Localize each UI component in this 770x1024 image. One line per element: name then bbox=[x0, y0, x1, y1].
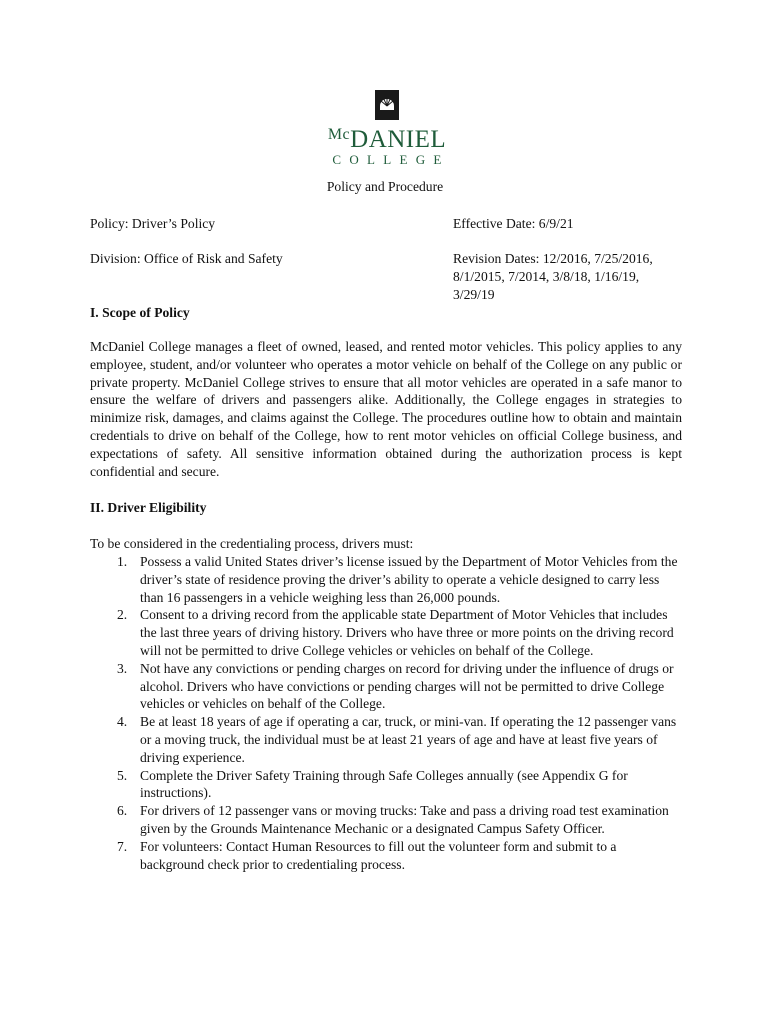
list-item: 1. Possess a valid United States driver’s license issued by the Department of Motor Vehicles from the driver’s state of residence proving the driver’s ability to operate a vehicle designed to carry less than 16 passengers in a vehicle weighing less than 26,000 pounds. bbox=[117, 554, 678, 605]
list-item: 4. Be at least 18 years of age if operating a car, truck, or mini-van. If operating the 12 passenger vans or a moving truck, the individual must be at least 21 years of age and have at least five years of driving experience. bbox=[117, 714, 677, 765]
revision-dates: Revision Dates: 12/2016, 7/25/2016, 8/1/2015, 7/2014, 3/8/18, 1/16/19, 3/29/19 bbox=[453, 251, 653, 302]
list-item: 2. Consent to a driving record from the applicable state Department of Motor Vehicles that includes the last three years of driving history. Drivers who have three or more points on the driving record will not be permitted to drive College vehicles or vehicles on behalf of the College. bbox=[117, 607, 674, 658]
policy-name: Policy: Driver’s Policy bbox=[90, 216, 216, 231]
division: Division: Office of Risk and Safety bbox=[90, 251, 283, 266]
list-item: 6. For drivers of 12 passenger vans or moving trucks: Take and pass a driving road test examination given by the Grounds Maintenance Mechanic or a designated Campus Safety Officer. bbox=[117, 803, 669, 836]
college-logo bbox=[322, 90, 452, 165]
college-name: $^{Mc}$DANIEL bbox=[327, 126, 447, 153]
college-seal-icon bbox=[375, 90, 399, 120]
list-item: 7. For volunteers: Contact Human Resources to fill out the volunteer form and submit to a background check prior to credentialing process. bbox=[117, 838, 617, 872]
list-item: 3. Not have any convictions or pending charges on record for driving under the influence of drugs or alcohol. Drivers who have convictions or pending charges will not be permitted to drive College vehicles or vehicles on behalf of the College. bbox=[117, 660, 674, 712]
eligibility-intro: To be considered in the credentialing process, drivers must: bbox=[90, 536, 414, 551]
list-item: 5. Complete the Driver Safety Training through Safe Colleges annually (see Appendix G for instructions). bbox=[117, 767, 628, 801]
doc-title: Policy and Procedure bbox=[326, 179, 444, 194]
section-heading-eligibility: II. Driver Eligibility bbox=[90, 500, 207, 515]
effective-date: Effective Date: 6/9/21 bbox=[453, 216, 574, 231]
college-subtitle: COLLEGE bbox=[332, 152, 450, 167]
eligibility-list bbox=[90, 553, 682, 873]
section-heading-scope: I. Scope of Policy bbox=[90, 305, 190, 320]
scope-paragraph: McDaniel College manages a fleet of owned, leased, and rented motor vehicles. This policy applies to any employee, student, and/or volunteer who operates a motor vehicle on behalf of the College on any public or private property. McDaniel College strives to ensure that all motor vehicles are operated in a safe manor to ensure the welfare of drivers and passengers alike. Additionally, the College engages in strategies to minimize risk, damages, and claims against the College. The procedures outline how to obtain and maintain credentials to drive on behalf of the College, how to rent motor vehicles on official College business, and expectations of safety. All sensitive information obtained during the authorization process is kept confidential and secure. bbox=[90, 339, 682, 479]
